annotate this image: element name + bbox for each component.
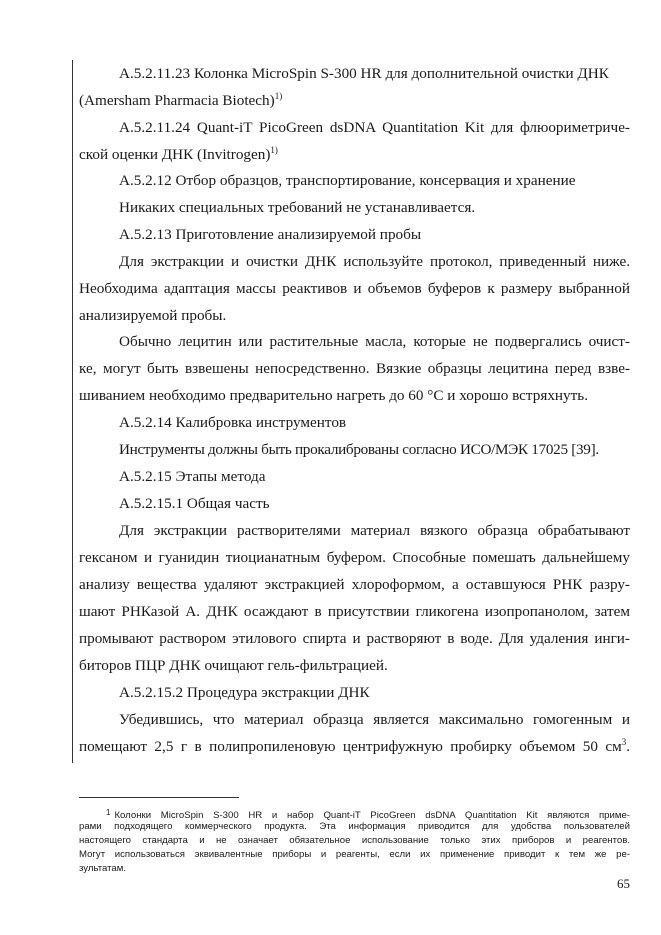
revision-bar <box>72 60 73 763</box>
footnote-ref: 1) <box>274 91 283 101</box>
paragraph-line: шиванием необходимо предварительно нагреть до 60 °С и хорошо встряхнуть. <box>79 387 589 404</box>
paragraph-line: гексаном и гуанидин тиоцианатным буфером. Способные помешать дальнейшему <box>79 549 630 566</box>
paragraph-line: Необходима адаптация массы реактивов и объемов буферов к размеру выбранной <box>79 280 630 297</box>
footnote-separator <box>79 797 239 798</box>
item-a5-2-11-24: А.5.2.11.24 Quant-iT PicoGreen dsDNA Quantitation Kit для флюориметриче- <box>119 119 630 136</box>
footnote-line: зультатам. <box>79 863 127 874</box>
footnote-line: рами подходящего коммерческого продукта. Эта информация приводится для удобства пользователей <box>79 821 630 832</box>
footnote-line: $^1$ Колонки MicroSpin S-300 HR и набор Quant-iT PicoGreen dsDNA Quantitation Kit являются приме- <box>106 808 630 821</box>
section-heading-a5-2-13: А.5.2.13 Приготовление анализируемой пробы <box>119 226 422 243</box>
section-heading-a5-2-14: А.5.2.14 Калибровка инструментов <box>119 414 347 431</box>
section-heading-a5-2-12: А.5.2.12 Отбор образцов, транспортирование, консервация и хранение <box>119 172 576 189</box>
paragraph-line: Инструменты должны быть прокалиброваны согласно ИСО/МЭК 17025 [39]. <box>119 441 599 458</box>
paragraph-line: анализируемой пробы. <box>79 307 227 324</box>
section-heading-a5-2-15-2: А.5.2.15.2 Процедура экстракции ДНК <box>119 684 370 701</box>
paragraph-line: Обычно лецитин или растительные масла, которые не подвергались очист- <box>119 333 630 350</box>
sentence-period: . <box>626 738 630 755</box>
page-number: 65 <box>617 876 630 891</box>
paragraph-line: Убедившись, что материал образца является максимально гомогенным и <box>119 711 630 728</box>
section-heading-a5-2-15-1: А.5.2.15.1 Общая часть <box>119 495 270 512</box>
paragraph-line: Для экстракции и очистки ДНК используйте протокол, приведенный ниже. <box>119 253 630 270</box>
paragraph-line: биторов ПЦР ДНК очищают гель-фильтрацией. <box>79 657 388 674</box>
footnote-ref: 1) <box>270 145 278 155</box>
paragraph-line: Для экстракции растворителями материал вязкого образца обрабатывают <box>119 522 630 539</box>
footnote-line: настоящего стандарта и не означает обязательное использование только этих приборов и реагентов. <box>79 835 630 846</box>
paragraph-line: анализу вещества удаляют экстракцией хлороформом, а оставшуюся РНК разру- <box>79 576 630 593</box>
paragraph-line: ке, могут быть взвешены непосредственно. Вязкие образцы лецитина перед взве- <box>79 360 630 377</box>
item-a5-2-11-23-cont: (Amersham Pharmacia Biotech)$^{1)}$ <box>79 91 283 109</box>
footnote-marker: 1 <box>106 808 111 817</box>
paragraph-line: шают РНКазой А. ДНК осаждают в присутствии гликогена изопропанолом, затем <box>79 603 630 620</box>
item-a5-2-11-23: А.5.2.11.23 Колонка MicroSpin S-300 HR для дополнительной очистки ДНК <box>119 65 609 82</box>
cubic-superscript: 3 <box>621 737 627 747</box>
paragraph-line: промывают раствором этилового спирта и растворяют в воде. Для удаления инги- <box>79 630 630 647</box>
paragraph-line: помещают 2,5 г в полипропиленовую центрифужную пробирку объемом 50 $см^3$. <box>79 737 630 755</box>
section-heading-a5-2-15: А.5.2.15 Этапы метода <box>119 468 266 485</box>
paragraph-line: Никаких специальных требований не устанавливается. <box>119 199 476 216</box>
footnote-line: Могут использоваться эквивалентные приборы и реагенты, если их применение приводит к тем же ре- <box>79 849 630 860</box>
item-a5-2-11-24-cont: ской оценки ДНК (Invitrogen)$^{1)}$ <box>79 145 278 163</box>
